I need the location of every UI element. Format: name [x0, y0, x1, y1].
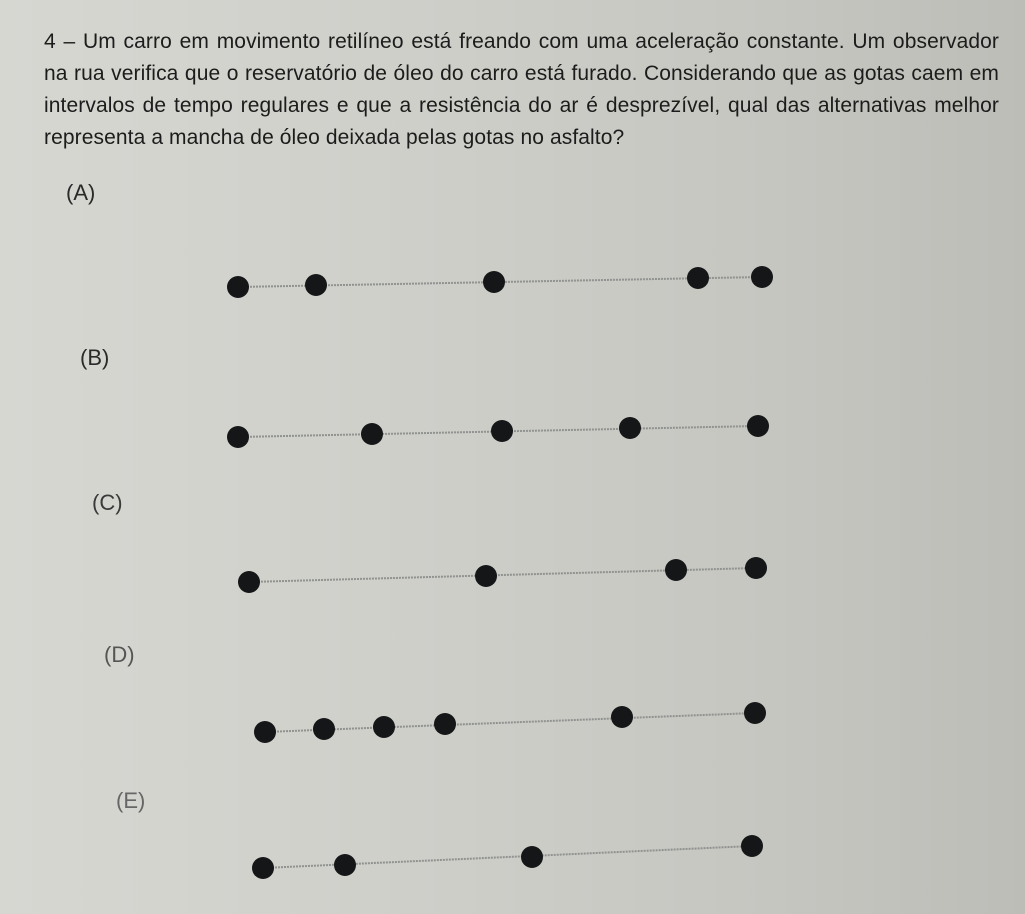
option-e-label: (E) [116, 788, 146, 813]
option-c-drop [238, 571, 260, 593]
option-e-drop [741, 835, 763, 857]
option-b-drop [747, 415, 769, 437]
option-b-drop [227, 426, 249, 448]
option-c-drop [745, 557, 767, 579]
option-d-drop [313, 718, 335, 740]
option-b-drops [227, 415, 769, 448]
option-a-drop [687, 267, 709, 289]
option-b-drop [619, 417, 641, 439]
option-d-label: (D) [104, 642, 135, 667]
option-c-drop [665, 559, 687, 581]
option-d-drop [611, 706, 633, 728]
question-text: 4 – Um carro em movimento retilíneo está freando com uma aceleração constante. Um observador na rua verifica que o reservatório de óleo do carro está furado. Considerando que as gotas caem em intervalos de tempo regulares e que a resistência do ar é desprezível, qual das alternativas melhor representa a mancha de óleo deixada pelas gotas no asfalto? [44, 30, 999, 149]
option-c-drop [475, 565, 497, 587]
option-d-drops [254, 702, 766, 743]
option-b-drop [361, 423, 383, 445]
option-a-drop [483, 271, 505, 293]
option-d-drop [254, 721, 276, 743]
option-e-drops [252, 835, 763, 879]
option-d-drop [744, 702, 766, 724]
option-d-drop [434, 713, 456, 735]
option-c-drops [238, 557, 767, 593]
option-b-drop [491, 420, 513, 442]
option-a-drops [227, 266, 773, 298]
option-e-drop [334, 854, 356, 876]
option-a-drop [305, 274, 327, 296]
option-a-drop [751, 266, 773, 288]
option-d-track [265, 713, 755, 732]
option-e-drop [521, 846, 543, 868]
option-d-drop [373, 716, 395, 738]
option-e-drop [252, 857, 274, 879]
option-b-label: (B) [80, 345, 110, 370]
option-c-label: (C) [92, 490, 123, 515]
option-a-drop [227, 276, 249, 298]
option-a-label: (A) [66, 180, 96, 205]
